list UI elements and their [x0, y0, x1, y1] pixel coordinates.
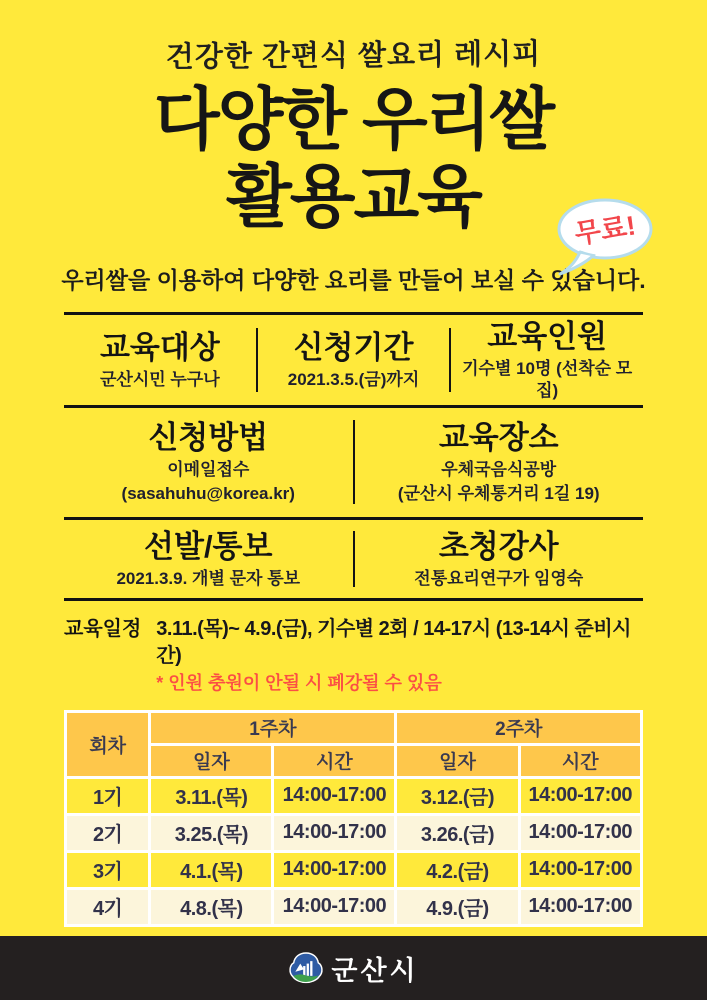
info-cell-apply-method [64, 419, 353, 505]
info-row-2 [64, 408, 643, 517]
info-line: 우체국음식공방 [441, 460, 557, 480]
table-cell-time: 14:00-17:00 [274, 779, 394, 813]
col-header-date: 일자 [151, 746, 271, 776]
info-line: 이메일접수 [167, 460, 250, 480]
schedule-table-grid [67, 713, 640, 924]
info-title: 교육장소 [438, 420, 559, 456]
schedule-section [64, 616, 643, 695]
title-line-2: 활용교육 [226, 158, 481, 235]
table-cell-date: 3.12.(금) [397, 779, 517, 813]
table-cell-date: 3.26.(금) [397, 816, 517, 850]
table-cell-round: 4기 [67, 890, 148, 924]
table-cell-time: 14:00-17:00 [521, 853, 641, 887]
info-title: 교육인원 [487, 318, 608, 354]
info-line-address: (군산시 우체통거리 1길 19) [397, 484, 600, 504]
schedule-text: 3.11.(목)~ 4.9.(금), 기수별 2회 / 14-17시 (13-14시 준비시간) [156, 617, 631, 667]
info-cell-selection [64, 528, 353, 590]
table-cell-time: 14:00-17:00 [521, 890, 641, 924]
speech-bubble-icon [548, 196, 658, 280]
info-line: 2021.3.9. 개별 문자 통보 [116, 568, 301, 588]
info-cell-location [355, 419, 644, 505]
table-cell-time: 14:00-17:00 [521, 779, 641, 813]
free-badge-label: 무료! [572, 210, 638, 250]
col-header-time: 시간 [521, 746, 641, 776]
tagline: 건강한 간편식 쌀요리 레시피 [165, 38, 542, 74]
table-cell-time: 14:00-17:00 [274, 816, 394, 850]
info-cell-instructor [355, 528, 644, 590]
table-cell-date: 3.11.(목) [151, 779, 271, 813]
info-title: 선발/통보 [144, 528, 273, 564]
footer-bar [0, 936, 707, 1000]
table-cell-round: 1기 [67, 779, 148, 813]
gunsan-city-logo-icon [288, 952, 324, 985]
free-badge [548, 196, 658, 280]
table-cell-round: 3기 [67, 853, 148, 887]
info-line: 2021.3.5.(금)까지 [287, 369, 420, 389]
table-cell-time: 14:00-17:00 [274, 890, 394, 924]
table-cell-time: 14:00-17:00 [521, 816, 641, 850]
col-header-week2: 2주차 [397, 713, 640, 743]
info-line: 전통요리연구가 임영숙 [414, 568, 584, 588]
col-header-round: 회차 [67, 713, 148, 776]
table-cell-date: 3.25.(목) [151, 816, 271, 850]
table-cell-date: 4.1.(목) [151, 853, 271, 887]
divider [64, 598, 643, 601]
table-cell-time: 14:00-17:00 [274, 853, 394, 887]
info-line: 군산시민 누구나 [99, 369, 220, 389]
schedule-details [156, 616, 643, 695]
footer-logo-text: 군산시 [331, 955, 419, 986]
info-row-3 [64, 520, 643, 598]
info-line-email: (sasahuhu@korea.kr) [121, 484, 295, 504]
schedule-table [64, 710, 643, 927]
info-line: 기수별 10명 (선착순 모집) [462, 358, 633, 400]
table-cell-date: 4.8.(목) [151, 890, 271, 924]
subtitle: 우리쌀을 이용하여 다양한 요리를 만들어 보실 수 있습니다. [61, 266, 646, 293]
schedule-cancel-note: * 인원 충원이 안될 시 폐강될 수 있음 [156, 672, 442, 693]
info-cell-period [258, 329, 450, 391]
info-cell-capacity [451, 318, 643, 402]
title-line-1: 다양한 우리쌀 [153, 82, 554, 158]
info-title: 초청강사 [438, 528, 559, 564]
info-title: 신청방법 [148, 420, 269, 456]
col-header-week1: 1주차 [151, 713, 394, 743]
table-cell-date: 4.9.(금) [397, 890, 517, 924]
info-title: 신청기간 [293, 329, 414, 365]
info-row-1 [64, 315, 643, 405]
info-cell-target [64, 329, 256, 391]
col-header-time: 시간 [274, 746, 394, 776]
schedule-label: 교육일정 [64, 617, 142, 640]
info-title: 교육대상 [99, 329, 220, 365]
col-header-date: 일자 [397, 746, 517, 776]
table-cell-date: 4.2.(금) [397, 853, 517, 887]
table-cell-round: 2기 [67, 816, 148, 850]
